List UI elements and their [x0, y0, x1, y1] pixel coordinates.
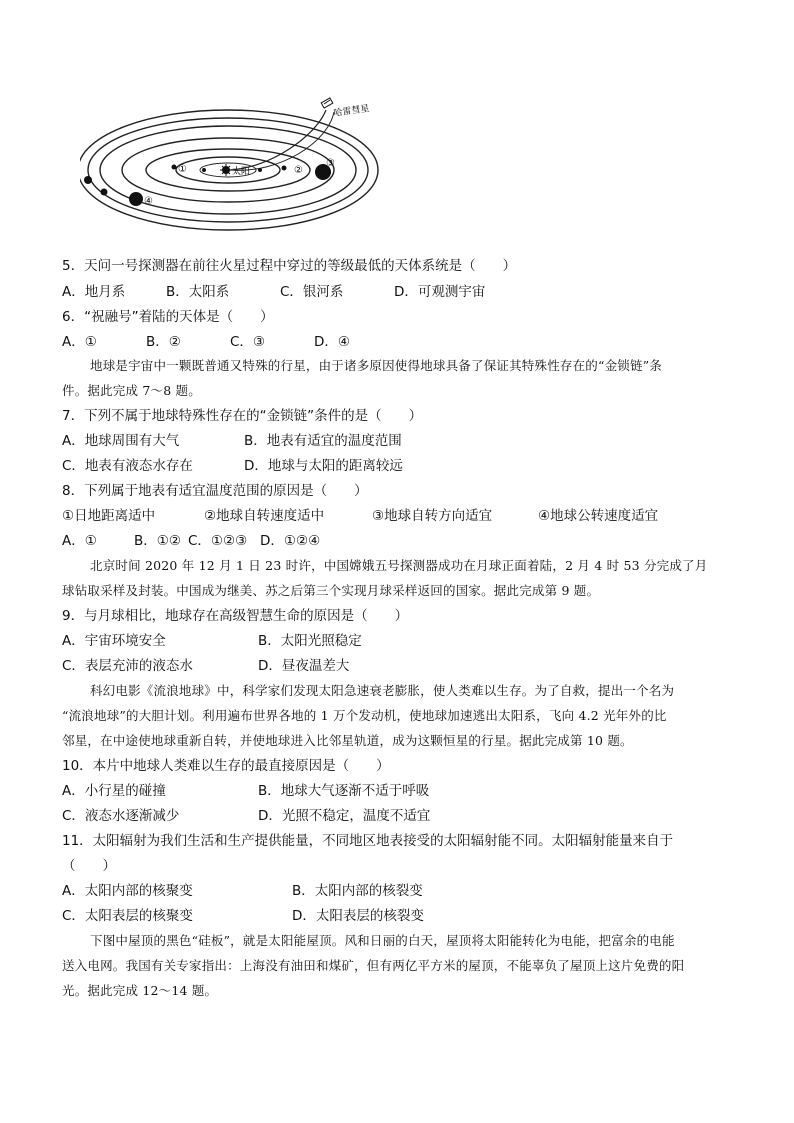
q11-options-row2 — [62, 907, 742, 925]
q5-options — [62, 283, 742, 301]
q11-option-b[interactable]: B．太阳内部的核裂变 — [292, 883, 423, 899]
q8-item-2: ②地球自转速度适中 — [204, 508, 325, 524]
q6-option-c[interactable]: C．③ — [230, 334, 266, 350]
q11-stem-line1: 11．太阳辐射为我们生活和生产提供能量，不同地区地表接受的太阳辐射能不同。太阳辐射能量来自于 — [62, 833, 674, 849]
planet-4 — [129, 192, 143, 206]
q10-option-b[interactable]: B．地球大气逐渐不适于呼吸 — [258, 783, 430, 799]
q7-option-d[interactable]: D．地球与太阳的距离较远 — [244, 458, 403, 474]
comet-icon — [321, 98, 333, 108]
q9-option-c[interactable]: C．表层充沛的液态水 — [62, 658, 193, 674]
q8-option-b[interactable]: B．①② — [134, 533, 181, 549]
q6-option-a[interactable]: A．① — [62, 334, 97, 350]
q7-options-row2 — [62, 457, 742, 475]
intro-9-line2: 球钻取采样及封装。中国成为继美、苏之后第三个实现月球采样返回的国家。据此完成第 9 题。 — [62, 583, 600, 598]
q11-stem-line2: （ ） — [62, 858, 116, 874]
intro-12-14-line1: 下图中屋顶的黑色“硅板”，就是太阳能屋顶。风和日丽的白天，屋顶将太阳能转化为电能，把富余的电能 — [90, 933, 675, 948]
q8-option-d[interactable]: D．①②④ — [260, 533, 321, 549]
q7-option-b[interactable]: B．地表有适宜的温度范围 — [244, 433, 402, 449]
planet-outer-1 — [101, 189, 108, 196]
planet-small-1 — [202, 168, 206, 172]
q8-item-1: ①日地距离适中 — [62, 508, 156, 524]
planet-2 — [282, 166, 287, 171]
q7-stem: 7．下列不属于地球特殊性存在的“金锁链”条件的是（ ） — [62, 408, 423, 424]
q9-options-row1 — [62, 632, 742, 650]
intro-10-line1: 科幻电影《流浪地球》中，科学家们发现太阳急速衰老膨胀，使人类难以生存。为了自救，提出一个名为 — [90, 683, 675, 698]
q5-option-a[interactable]: A．地月系 — [62, 284, 126, 300]
q8-stem: 8．下列属于地表有适宜温度范围的原因是（ ） — [62, 483, 368, 499]
marker-1: ① — [178, 164, 187, 175]
q6-stem: 6．“祝融号”着陆的天体是（ ） — [62, 309, 274, 325]
q11-option-a[interactable]: A．太阳内部的核聚变 — [62, 883, 193, 899]
q9-option-d[interactable]: D．昼夜温差大 — [258, 658, 350, 674]
solar-system-figure — [80, 96, 380, 234]
q9-option-a[interactable]: A．宇宙环境安全 — [62, 633, 166, 649]
q8-item-3: ③地球自转方向适宜 — [372, 508, 493, 524]
planet-small-2 — [258, 168, 262, 172]
planet-1 — [172, 165, 177, 170]
q10-stem: 10．本片中地球人类难以生存的最直接原因是（ ） — [62, 758, 390, 774]
intro-9-line1: 北京时间 2020 年 12 月 1 日 23 时许，中国嫦娥五号探测器成功在月球正面着陆，2 月 4 时 53 分完成了月 — [90, 558, 708, 573]
marker-2: ② — [294, 165, 303, 176]
intro-12-14-line2: 送入电网。我国有关专家指出：上海没有油田和煤矿，但有两亿平方米的屋顶，不能辜负了屋顶上这片免费的阳 — [62, 958, 685, 973]
q10-options-row1 — [62, 782, 742, 800]
q5-option-d[interactable]: D．可观测宇宙 — [394, 284, 486, 300]
q10-option-c[interactable]: C．液态水逐渐减少 — [62, 808, 180, 824]
label-comet: 哈雷彗星 — [333, 104, 371, 119]
marker-3: ③ — [326, 158, 335, 169]
q6-options — [62, 333, 742, 351]
q9-options-row2 — [62, 657, 742, 675]
intro-10-line2: “流浪地球”的大胆计划。利用遍布世界各地的 1 万个发动机，使地球加速逃出太阳系，飞向 4.2 光年外的比 — [62, 708, 667, 723]
planet-outer-2 — [84, 176, 92, 184]
q8-options — [62, 532, 742, 550]
comet-orbit-return — [230, 112, 334, 170]
q9-option-b[interactable]: B．太阳光照稳定 — [258, 633, 362, 649]
q10-option-d[interactable]: D．光照不稳定，温度不适宜 — [258, 808, 431, 824]
q5-option-c[interactable]: C．银河系 — [280, 284, 344, 300]
q5-stem: 5．天问一号探测器在前往火星过程中穿过的等级最低的天体系统是（ ） — [62, 258, 517, 274]
q6-option-b[interactable]: B．② — [146, 334, 181, 350]
q5-option-b[interactable]: B．太阳系 — [166, 284, 230, 300]
intro-7-8-line1: 地球是宇宙中一颗既普通又特殊的行星，由于诸多原因使得地球具备了保证其特殊性存在的“金锁链”条 — [90, 358, 662, 373]
intro-12-14-line3: 光。据此完成 12～14 题。 — [62, 983, 218, 998]
marker-4: ④ — [144, 196, 153, 207]
q10-options-row2 — [62, 807, 742, 825]
q7-option-a[interactable]: A．地球周围有大气 — [62, 433, 180, 449]
label-sun: 太阳 — [232, 167, 251, 177]
q11-option-c[interactable]: C．太阳表层的核聚变 — [62, 908, 193, 924]
q11-option-d[interactable]: D．太阳表层的核裂变 — [292, 908, 424, 924]
sun-rays — [220, 164, 232, 176]
q10-option-a[interactable]: A．小行星的碰撞 — [62, 783, 166, 799]
q8-option-a[interactable]: A．① — [62, 533, 97, 549]
q8-item-4: ④地球公转速度适宜 — [538, 508, 659, 524]
intro-7-8-line2: 件。据此完成 7～8 题。 — [62, 383, 201, 398]
q8-option-c[interactable]: C．①②③ — [188, 533, 248, 549]
q7-options-row1 — [62, 432, 742, 450]
q8-items — [62, 507, 742, 525]
q6-option-d[interactable]: D．④ — [314, 334, 350, 350]
q7-option-c[interactable]: C．地表有液态水存在 — [62, 458, 193, 474]
q9-stem: 9．与月球相比，地球存在高级智慧生命的原因是（ ） — [62, 608, 409, 624]
q11-options-row1 — [62, 882, 742, 900]
intro-10-line3: 邻星，在中途使地球重新自转，并使地球进入比邻星轨道，成为这颗恒星的行星。据此完成第 10 题。 — [62, 733, 633, 748]
